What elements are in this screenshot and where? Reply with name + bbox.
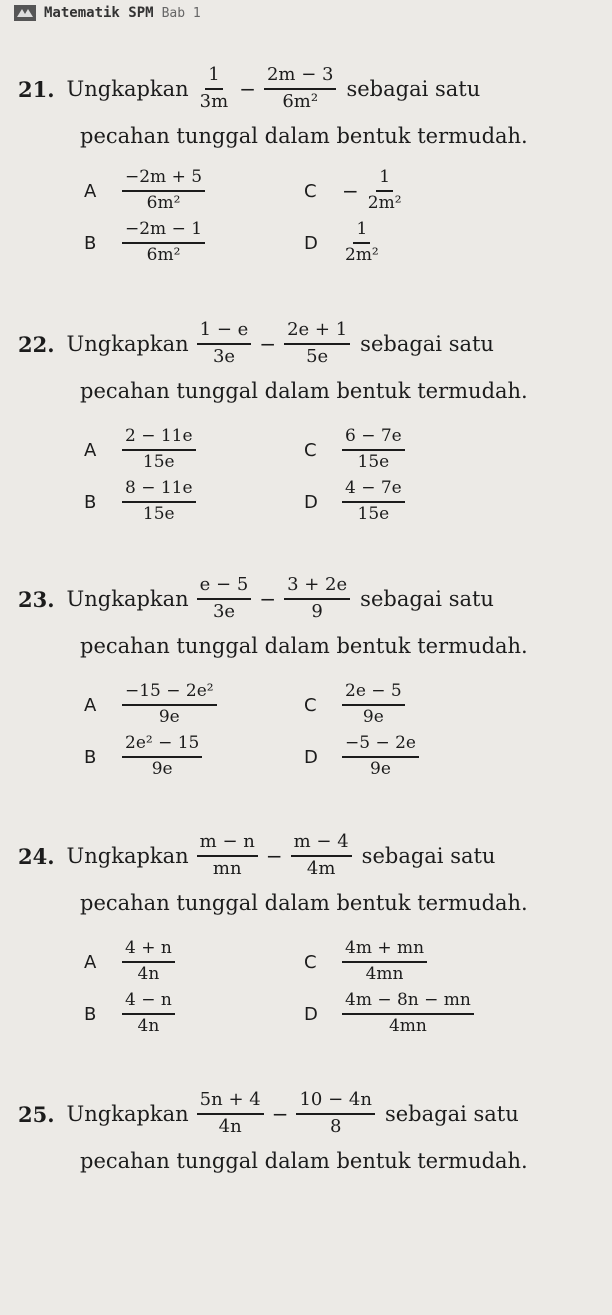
option-fraction [122,479,196,524]
question-prompt: Ungkapkan [66,77,189,101]
option-c[interactable] [304,164,405,218]
option-fraction-numerator: 1 [376,168,393,192]
expression-right-fraction-numerator: 2e + 1 [284,320,350,345]
option-a[interactable] [84,678,217,732]
expression-left-fraction-denominator: 3e [212,601,236,622]
option-label: C [304,694,317,716]
option-fraction-numerator: 8 − 11e [122,479,196,503]
expression-right-fraction-denominator: 4m [306,858,336,879]
expression-left-fraction-numerator: e − 5 [197,575,252,600]
option-fraction-denominator: 2m² [367,193,402,213]
option-fraction-numerator: 2 − 11e [122,427,196,451]
option-label: A [84,439,97,461]
option-label: B [84,746,97,768]
expression-left-fraction-denominator: 3m [199,91,229,112]
option-fraction-denominator: 15e [357,452,390,472]
option-sign: − [342,179,359,203]
option-fraction [122,427,196,472]
expression-operator: − [265,844,283,868]
expression-left-fraction-numerator: m − n [197,832,258,857]
option-label: A [84,180,97,202]
option-label: B [84,491,97,513]
expression-left-fraction-numerator: 5n + 4 [197,1090,264,1115]
option-fraction [122,991,175,1036]
option-fraction [342,427,405,472]
question-tail: sebagai satu [360,332,494,356]
option-fraction-denominator: 6m² [146,193,181,213]
expression-right-fraction [264,65,337,112]
option-b[interactable] [84,987,175,1041]
option-d[interactable] [304,216,382,270]
option-label: B [84,232,97,254]
expression-left-fraction-denominator: mn [212,858,242,879]
question-24 [18,827,598,1057]
option-label: A [84,951,97,973]
option-fraction [122,734,202,779]
expression-left-fraction [197,1090,264,1137]
page-header [14,2,201,24]
expression-right-fraction [291,832,352,879]
expression-operator: − [259,587,277,611]
question-prompt: Ungkapkan [66,844,189,868]
question-number: 21. [18,76,55,102]
question-instruction: pecahan tunggal dalam bentuk termudah. [80,891,528,915]
option-fraction-denominator: 4n [137,964,160,984]
expression-operator: − [239,77,256,101]
expression-operator: − [271,1102,289,1126]
option-label: A [84,694,97,716]
option-fraction-numerator: −15 − 2e² [122,682,217,706]
expression-right-fraction-numerator: 10 − 4n [296,1090,374,1115]
option-fraction-denominator: 15e [142,452,175,472]
option-a[interactable] [84,164,205,218]
option-fraction-denominator: 9e [362,707,384,727]
option-fraction-numerator: 2e − 5 [342,682,405,706]
expression-left-fraction-denominator: 4n [218,1116,242,1137]
expression-right-fraction-denominator: 9 [311,601,323,622]
question-number: 23. [18,586,55,612]
expression-right-fraction [284,575,350,622]
option-fraction [342,220,382,265]
question-stem [18,1085,519,1143]
option-fraction [122,220,205,265]
expression-left-fraction [197,575,252,622]
option-c[interactable] [304,678,405,732]
expression-right-fraction-numerator: m − 4 [291,832,352,857]
question-instruction: pecahan tunggal dalam bentuk termudah. [80,124,528,148]
question-23 [18,570,598,800]
option-fraction-denominator: 4mn [365,964,404,984]
option-fraction-denominator: 15e [142,504,175,524]
question-prompt: Ungkapkan [66,587,189,611]
option-fraction [365,168,405,213]
expression-left-fraction [197,65,232,112]
question-instruction: pecahan tunggal dalam bentuk termudah. [80,379,528,403]
option-b[interactable] [84,730,202,784]
header-title: Matematik SPM [44,5,154,21]
option-fraction [342,734,419,779]
option-fraction [342,991,474,1036]
option-fraction [342,479,405,524]
expression-right-fraction [296,1090,374,1137]
option-fraction-denominator: 9e [370,759,391,779]
expression-left-fraction [197,320,252,367]
option-fraction [122,682,217,727]
question-25 [18,1085,598,1315]
expression-left-fraction-denominator: 3e [212,346,236,367]
question-stem [18,570,494,628]
option-b[interactable] [84,216,205,270]
question-number: 22. [18,331,55,357]
option-d[interactable] [304,987,474,1041]
option-fraction-numerator: 4 − n [122,991,175,1015]
option-fraction-numerator: 4m + mn [342,939,427,963]
option-d[interactable] [304,730,419,784]
option-fraction-denominator: 6m² [146,245,181,265]
option-label: D [304,232,318,254]
option-fraction [342,939,427,984]
option-label: C [304,439,317,461]
option-label: B [84,1003,97,1025]
option-label: C [304,951,317,973]
header-subtitle: Bab 1 [161,5,201,21]
option-fraction-numerator: 4 − 7e [342,479,405,503]
option-fraction-denominator: 4mn [388,1016,427,1036]
option-c[interactable] [304,423,405,477]
option-label: D [304,746,318,768]
expression-right-fraction-numerator: 3 + 2e [284,575,350,600]
question-21 [18,60,598,290]
option-fraction-numerator: −2m + 5 [122,168,205,192]
expression-operator: − [259,332,277,356]
option-fraction-numerator: 2e² − 15 [122,734,202,758]
expression-left-fraction [197,832,258,879]
expression-right-fraction-numerator: 2m − 3 [264,65,337,90]
expression-right-fraction-denominator: 6m² [282,91,319,112]
option-label: D [304,1003,318,1025]
question-22 [18,315,598,545]
option-fraction [122,939,175,984]
option-fraction-denominator: 2m² [345,245,379,265]
question-tail: sebagai satu [384,1102,519,1126]
expression-right-fraction [284,320,350,367]
option-label: D [304,491,318,513]
question-stem [18,315,494,373]
option-fraction-numerator: 4m − 8n − mn [342,991,474,1015]
question-number: 25. [18,1101,55,1127]
option-fraction-denominator: 4n [137,1016,160,1036]
option-b[interactable] [84,475,196,529]
option-label: C [304,180,317,202]
question-prompt: Ungkapkan [66,1102,189,1126]
question-instruction: pecahan tunggal dalam bentuk termudah. [80,634,528,658]
expression-left-fraction-numerator: 1 − e [197,320,252,345]
option-fraction-numerator: −2m − 1 [122,220,205,244]
option-a[interactable] [84,935,175,989]
option-fraction-denominator: 9e [158,707,180,727]
expression-right-fraction-denominator: 8 [329,1116,342,1137]
question-stem [18,827,495,885]
option-fraction-numerator: 6 − 7e [342,427,405,451]
question-stem [18,60,480,118]
option-fraction [122,168,205,213]
option-fraction-numerator: 4 + n [122,939,175,963]
option-fraction-denominator: 15e [357,504,390,524]
question-tail: sebagai satu [346,77,481,101]
question-tail: sebagai satu [360,587,494,611]
option-fraction-numerator: −5 − 2e [342,734,419,758]
option-a[interactable] [84,423,196,477]
question-tail: sebagai satu [361,844,496,868]
option-fraction-denominator: 9e [151,759,173,779]
option-c[interactable] [304,935,427,989]
question-prompt: Ungkapkan [66,332,189,356]
option-fraction [342,682,405,727]
publisher-logo-icon [14,5,36,21]
option-fraction-numerator: 1 [353,220,370,244]
question-number: 24. [18,843,55,869]
expression-left-fraction-numerator: 1 [205,65,222,90]
question-instruction: pecahan tunggal dalam bentuk termudah. [80,1149,528,1173]
option-d[interactable] [304,475,405,529]
expression-right-fraction-denominator: 5e [306,346,329,367]
